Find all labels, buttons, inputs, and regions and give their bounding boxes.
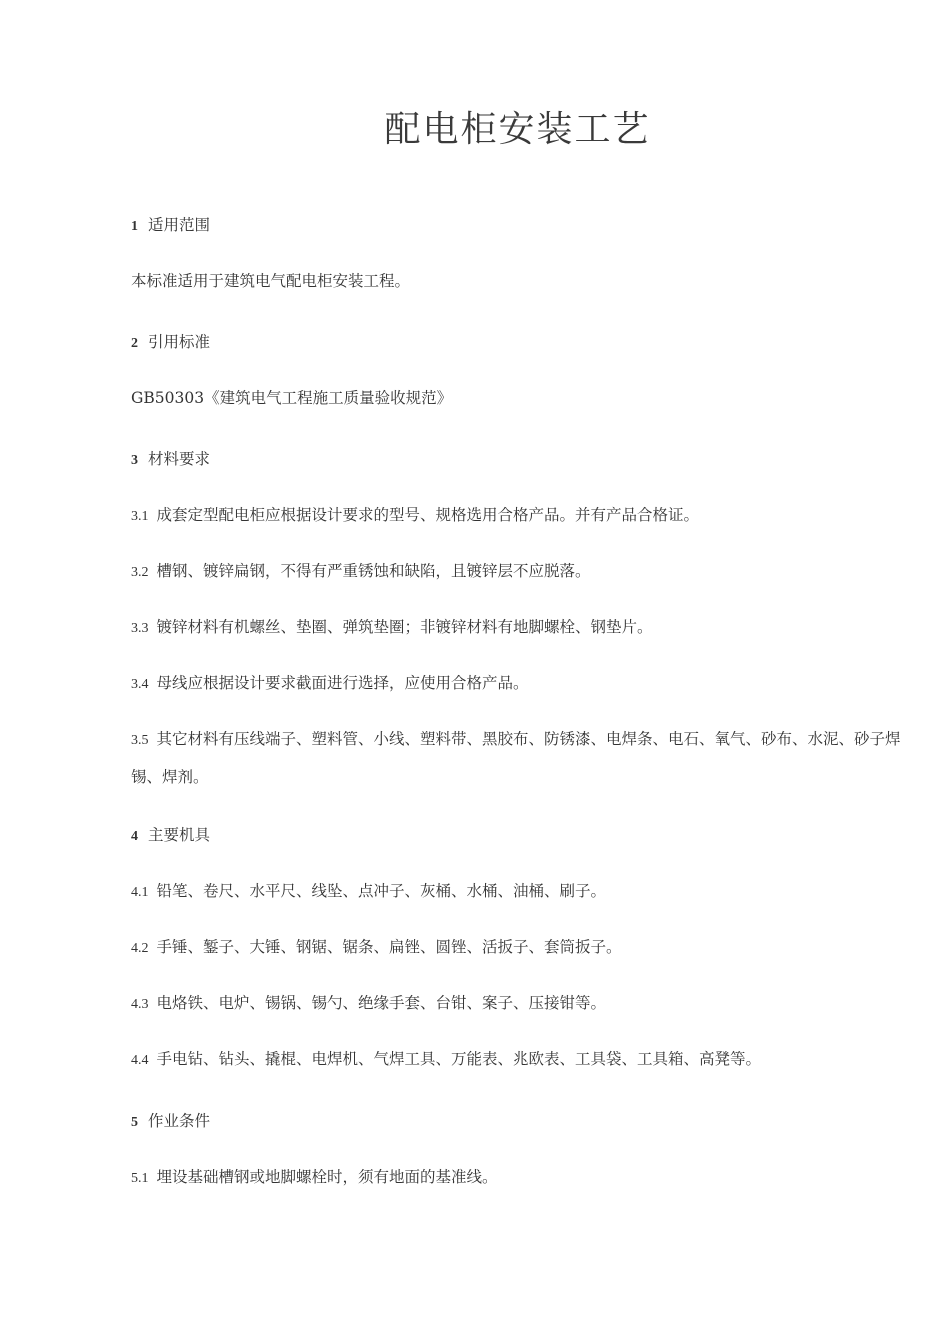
document-title: 配电柜安装工艺 <box>384 109 651 150</box>
clause-number: 3.4 <box>131 677 149 692</box>
clause-3-3 <box>131 609 901 647</box>
paragraph-text: 本标准适用于建筑电气配电柜安装工程。 <box>131 272 411 290</box>
section-heading-3 <box>131 441 901 479</box>
section-title: 作业条件 <box>148 1112 211 1130</box>
clause-3-1 <box>131 497 901 535</box>
clause-text: 铅笔、卷尺、水平尺、线坠、点冲子、灰桶、水桶、油桶、刷子。 <box>156 882 607 900</box>
section-number: 2 <box>131 336 138 351</box>
clause-text: 其它材料有压线端子、塑料管、小线、塑料带、黑胶布、防锈漆、电焊条、电石、氧气、砂布、水泥、砂子焊锡、焊剂。 <box>131 730 901 786</box>
clause-number: 5.1 <box>131 1171 149 1186</box>
clause-number: 3.2 <box>131 565 149 580</box>
clause-4-4 <box>131 1041 901 1079</box>
clause-number: 3.1 <box>131 509 149 524</box>
clause-5-1 <box>131 1159 901 1197</box>
paragraph-text: GB50303《建筑电气工程施工质量验收规范》 <box>131 389 453 407</box>
clause-number: 4.3 <box>131 997 149 1012</box>
clause-4-2 <box>131 929 901 967</box>
clause-3-4 <box>131 665 901 703</box>
section-heading-2 <box>131 324 901 362</box>
section-number: 1 <box>131 219 138 234</box>
section-heading-1 <box>131 207 901 245</box>
section-heading-5 <box>131 1103 901 1141</box>
clause-text: 手电钻、钻头、撬棍、电焊机、气焊工具、万能表、兆欧表、工具袋、工具箱、高凳等。 <box>156 1050 762 1068</box>
clause-4-1 <box>131 873 901 911</box>
clause-3-2 <box>131 553 901 591</box>
section-number: 3 <box>131 453 138 468</box>
clause-text: 电烙铁、电炉、锡锅、锡勺、绝缘手套、台钳、案子、压接钳等。 <box>156 994 607 1012</box>
clause-number: 3.5 <box>131 733 149 748</box>
clause-number: 3.3 <box>131 621 149 636</box>
clause-text: 成套定型配电柜应根据设计要求的型号、规格选用合格产品。并有产品合格证。 <box>156 506 700 524</box>
clause-text: 埋设基础槽钢或地脚螺栓时，须有地面的基准线。 <box>156 1168 498 1186</box>
clause-text: 槽钢、镀锌扁钢，不得有严重锈蚀和缺陷，且镀锌层不应脱落。 <box>156 562 591 580</box>
section-title: 适用范围 <box>148 216 211 234</box>
clause-3-5 <box>131 721 901 795</box>
section-heading-4 <box>131 817 901 855</box>
clause-text: 手锤、錾子、大锤、钢锯、锯条、扁锉、圆锉、活扳子、套筒扳子。 <box>156 938 622 956</box>
clause-text: 镀锌材料有机螺丝、垫圈、弹筑垫圈；非镀锌材料有地脚螺栓、钢垫片。 <box>156 618 653 636</box>
section-number: 5 <box>131 1115 138 1130</box>
paragraph <box>131 380 901 416</box>
clause-number: 4.1 <box>131 885 149 900</box>
section-title: 材料要求 <box>148 450 211 468</box>
clause-text: 母线应根据设计要求截面进行选择，应使用合格产品。 <box>156 674 529 692</box>
clause-number: 4.2 <box>131 941 149 956</box>
section-number: 4 <box>131 829 138 844</box>
clause-4-3 <box>131 985 901 1023</box>
paragraph <box>131 263 901 299</box>
section-title: 主要机具 <box>148 826 211 844</box>
clause-number: 4.4 <box>131 1053 149 1068</box>
section-title: 引用标准 <box>148 333 211 351</box>
